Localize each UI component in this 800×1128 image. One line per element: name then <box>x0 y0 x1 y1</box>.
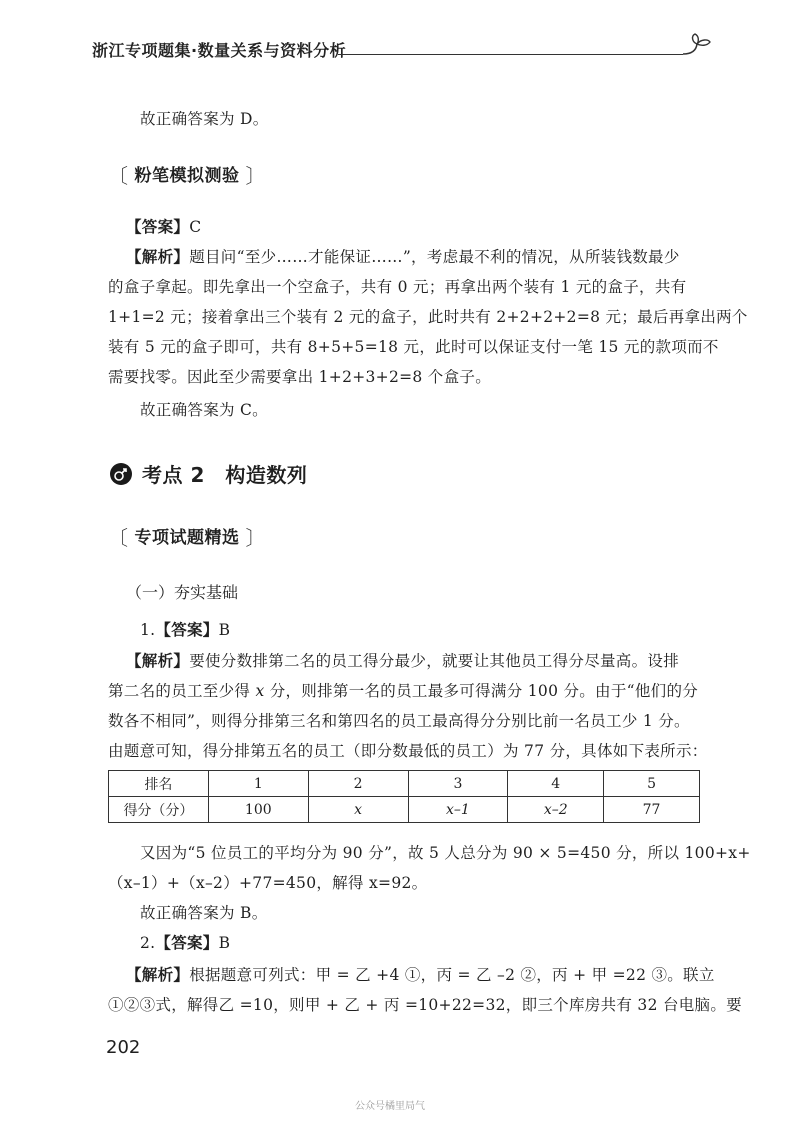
table-cell: x–2 <box>508 797 604 823</box>
sprout-icon <box>680 30 714 60</box>
explanation-2-line-c: 数各不相同”，则得分排第三名和第四名的员工最高得分分别比前一名员工少 1 分。 <box>108 712 690 730</box>
subsection-heading: （一）夯实基础 <box>126 583 239 602</box>
bracket-left: 〔 <box>108 526 129 550</box>
answer-label: 【答案】 <box>155 621 219 639</box>
table-cell: 100 <box>208 797 308 823</box>
conclusion-b: 故正确答案为 B。 <box>140 904 268 922</box>
bracket-right: 〕 <box>245 526 266 550</box>
answer-line-1 <box>126 212 201 242</box>
table-cell: 4 <box>508 771 604 797</box>
topic-heading <box>110 459 307 488</box>
explanation-1-line-b: 的盒子拿起。即先拿出一个空盒子，共有 0 元；再拿出两个装有 1 元的盒子，共有 <box>108 278 687 296</box>
answer-value: C <box>189 218 202 236</box>
explanation-1-line-e: 需要找零。因此至少需要拿出 1+2+3+2=8 个盒子。 <box>108 368 492 386</box>
table-cell: x <box>308 797 408 823</box>
section-heading-text: 粉笔模拟测验 <box>134 166 240 186</box>
score-table <box>108 770 700 823</box>
topic-bullet-icon <box>110 463 132 485</box>
explanation-3-line-b: ①②③式，解得乙 =10，则甲 + 乙 + 丙 =10+22=32，即三个库房共有 32 台电脑。要 <box>108 996 742 1014</box>
conclusion-c: 故正确答案为 C。 <box>140 401 268 419</box>
explanation-2-line-e: 又因为“5 位员工的平均分为 90 分”，故 5 人总分为 90 × 5=450 分，所以 100+x+ <box>140 844 751 862</box>
bracket-left: 〔 <box>108 164 129 188</box>
table-cell: 2 <box>308 771 408 797</box>
explanation-2-line-a <box>126 646 679 676</box>
explanation-label: 【解析】 <box>126 652 190 670</box>
section-heading-mock-test <box>108 160 266 189</box>
bracket-right: 〕 <box>245 164 266 188</box>
page-number: 202 <box>106 1037 141 1058</box>
question-1-answer <box>140 615 230 645</box>
explanation-1-line-a <box>126 242 680 272</box>
header-rule <box>338 54 683 55</box>
table-cell: 1 <box>208 771 308 797</box>
explanation-3-line-a <box>126 960 715 990</box>
table-cell: 77 <box>604 797 700 823</box>
answer-label: 【答案】 <box>126 218 190 236</box>
variable: x <box>255 682 265 700</box>
text-segment: 第二名的员工至少得 <box>108 682 256 700</box>
section-heading-selected-questions <box>108 522 266 551</box>
explanation-1-line-d: 装有 5 元的盒子即可，共有 8+5+5=18 元，此时可以保证支付一笔 15 元的款项而不 <box>108 338 719 356</box>
explanation-2-line-d: 由题意可知，得分排第五名的员工（即分数最低的员工）为 77 分，具体如下表所示： <box>108 742 708 760</box>
explanation-label: 【解析】 <box>126 966 190 984</box>
explanation-1-line-c: 1+1=2 元；接着拿出三个装有 2 元的盒子，此时共有 2+2+2+2=8 元；最后再拿出两个 <box>108 308 748 326</box>
text-segment: 分，则排第一名的员工最多可得满分 100 分。由于“他们的分 <box>264 682 699 700</box>
answer-value: B <box>218 934 231 952</box>
answer-label: 【答案】 <box>155 934 219 952</box>
table-cell: x–1 <box>408 797 508 823</box>
explanation-2-line-f: （x–1）+（x–2）+77=450，解得 x=92。 <box>108 874 428 892</box>
question-number: 1. <box>140 621 156 639</box>
topic-heading-text: 考点 2 构造数列 <box>142 463 308 487</box>
table-row <box>109 771 700 797</box>
watermark: 公众号橘里局气 <box>355 1101 425 1112</box>
table-header-cell: 排名 <box>109 771 209 797</box>
explanation-2-line-b <box>108 676 698 706</box>
table-header-cell: 得分（分） <box>109 797 209 823</box>
answer-value: B <box>218 621 231 639</box>
table-cell: 5 <box>604 771 700 797</box>
explanation-text: 要使分数排第二名的员工得分最少，就要让其他员工得分尽量高。设排 <box>189 652 680 670</box>
conclusion-d: 故正确答案为 D。 <box>140 110 269 128</box>
table-row <box>109 797 700 823</box>
question-number: 2. <box>140 934 156 952</box>
section-heading-text: 专项试题精选 <box>134 528 240 548</box>
question-2-answer <box>140 928 230 958</box>
explanation-text: 题目问“至少……才能保证……”，考虑最不利的情况，从所装钱数最少 <box>189 248 680 266</box>
running-header-title: 浙江专项题集·数量关系与资料分析 <box>92 41 347 60</box>
explanation-label: 【解析】 <box>126 248 190 266</box>
explanation-text: 根据题意可列式：甲 = 乙 +4 ①，丙 = 乙 –2 ②，丙 + 甲 =22 ③。联立 <box>189 966 715 984</box>
table-cell: 3 <box>408 771 508 797</box>
